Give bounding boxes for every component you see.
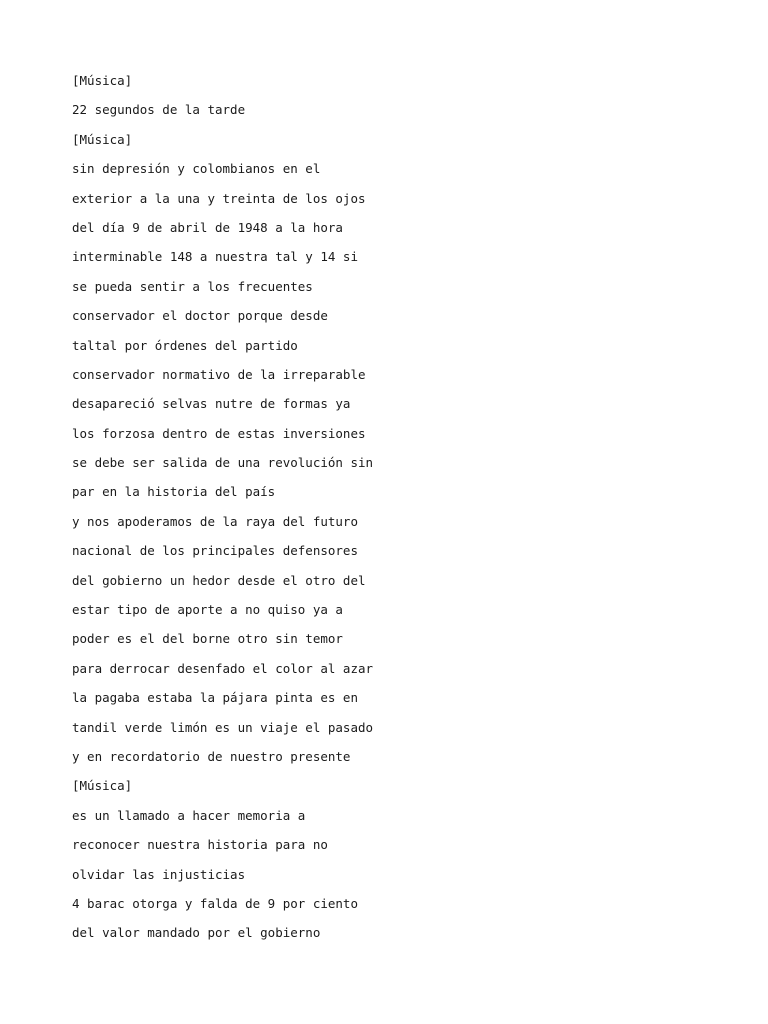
transcript-line: par en la historia del país [72,484,276,500]
transcript-line: [Música] [72,73,133,88]
transcript-line: del gobierno un hedor desde el otro del [72,572,366,588]
transcript-line: la pagaba estaba la pájara pinta es en [72,690,358,706]
transcript-line: desapareció selvas nutre de formas ya [72,396,351,412]
transcript-line: se debe ser salida de una revolución sin [72,455,374,471]
transcript-line: taltal por órdenes del partido [72,337,298,353]
transcript-line: estar tipo de aporte a no quiso ya a [72,602,343,618]
transcript-line: y en recordatorio de nuestro presente [72,748,351,764]
transcript-line: [Música] [72,131,133,147]
transcript-line: conservador normativo de la irreparable [72,366,366,382]
transcript-line: del día 9 de abril de 1948 a la hora [72,219,343,235]
transcript-line: poder es el del borne otro sin temor [72,631,343,647]
transcript-line: exterior a la una y treinta de los ojos [72,190,366,206]
transcript-line: conservador el doctor porque desde [72,308,328,324]
transcript-line: nacional de los principales defensores [72,543,358,559]
transcript-line: 22 segundos de la tarde [72,102,246,118]
transcript-line: [Música] [72,778,133,794]
transcript-line: reconocer nuestra historia para no [72,837,328,853]
transcript-text [72,66,373,948]
transcript-line: interminable 148 a nuestra tal y 14 si [72,249,358,265]
transcript-line: olvidar las injusticias [72,866,246,882]
transcript-line: para derrocar desenfado el color al azar [72,660,374,676]
transcript-line: se pueda sentir a los frecuentes [72,278,313,294]
transcript-line: tandil verde limón es un viaje el pasado [72,719,374,735]
transcript-line: 4 barac otorga y falda de 9 por ciento [72,895,358,911]
transcript-line: sin depresión y colombianos en el [72,161,321,177]
transcript-line: y nos apoderamos de la raya del futuro [72,513,358,529]
transcript-line: del valor mandado por el gobierno [72,925,321,941]
transcript-line: los forzosa dentro de estas inversiones [72,425,366,441]
transcript-line: es un llamado a hacer memoria a [72,807,306,823]
